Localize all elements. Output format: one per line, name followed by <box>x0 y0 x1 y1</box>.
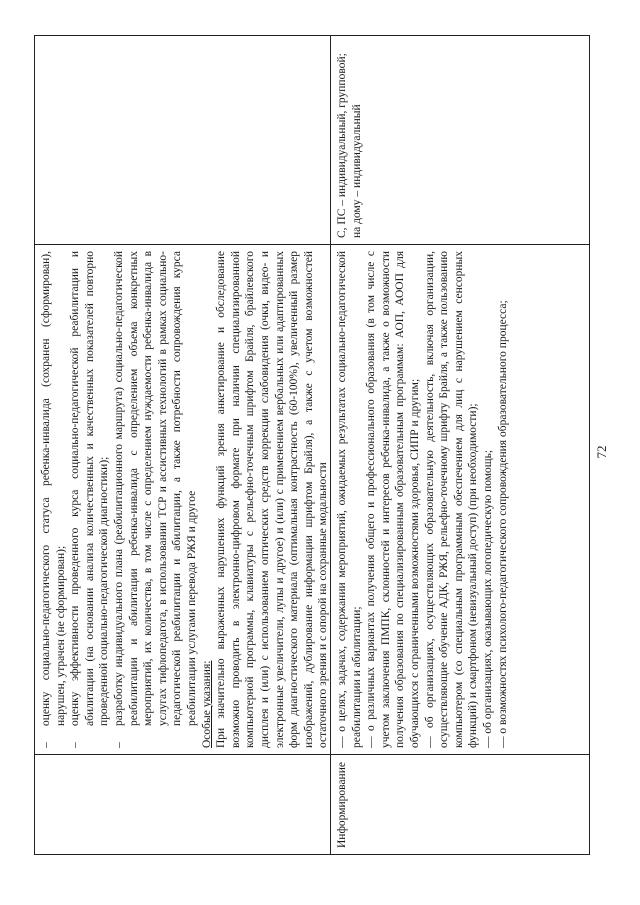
special-instructions-text: При значительно выраженных нарушениях функций зрения анкетирование и обследование возможно проводить в электронно-цифровом формате при наличии специализированной компьютерной программы, клавиатуры с рельефно-точечным шрифтом Брайля, брайлевского дисплея и (или) с использованием оптических средств коррекции слабовидения (очки, видео- и электронные увеличители, лупы и другое) и (или) с применением вербальных или адаптированных форм диагностического материала (оптимальная контрастность (60-100%), увеличенный размер изображений, дублирование информации шрифтом Брайля), а также с учетом возможностей остаточного зрения и с опорой на сохранные модальности <box>215 251 330 748</box>
list-item: — об организациях, осуществляющих образовательную деятельность, включая организации, осуществляющие обучение АДК, РЖЯ, рельефно-точечному шрифту Брайля, а также пользованию компьютером (со специальным программным обеспечением для лиц с нарушением сенсорных функций) и смартфоном (невизуальный доступ) (при необходимости); <box>423 251 480 748</box>
row2-form-cell: С, ПС – индивидуальный, групповой; на дому – индивидуальный <box>336 53 363 238</box>
list-item-text: оценку эффективности проведенного курса социально-педагогической реабилитации и абилитации (на основании анализа количественных и качественных показателей повторно проведенной социально-педагогической диагностики); <box>69 251 111 726</box>
dash-marker: – <box>69 742 82 748</box>
dash-marker: – <box>40 742 52 748</box>
list-item: — о возможностях психолого-педагогического сопровождения образовательного процесса; <box>496 300 509 748</box>
rotated-table-sheet <box>34 35 590 855</box>
list-item: — о различных вариантах получения общего и профессионального образования (в том числе с учетом заключения ПМПК, склонностей и интересов ребенка-инвалида, а также о возможности получения образования по специализированным образовательным программам: АОП, АООП для обучающихся с ограниченными возможностями здоровья, СИПР и другим; <box>365 251 421 748</box>
row1-content-cell <box>35 244 331 754</box>
list-item: — об организациях, оказывающих логопедическую помощь; <box>481 449 494 748</box>
row2-name-cell: Информирование <box>331 754 589 854</box>
list-item: — о целях, задачах, содержании мероприятий, ожидаемых результатах социально-педагогической реабилитации и абилитации; <box>336 251 363 748</box>
list-item <box>39 251 68 748</box>
row2-content-cell <box>331 244 589 754</box>
page-number: 72 <box>594 445 609 459</box>
list-item-text: разработку индивидуального плана (реабилитационного маршрута) социально-педагогической реабилитации и абилитации ребенка-инвалида с определением объема конкретных мероприятий, их количества, в том числе с определением нуждаемости ребенка-инвалида в услугах тифлопедагога, в использовании ТСР и ассистивных технологий в рамках социально-педагогической реабилитации и абилитации, а также потребности сопровождения курса реабилитации услугами перевода РЖЯ и другое <box>112 251 198 726</box>
row1-name-cell <box>35 754 331 854</box>
special-instructions-heading: Особые указания: <box>200 660 213 748</box>
list-item <box>112 251 200 748</box>
list-item <box>68 251 112 748</box>
list-item-text: оценку социально-педагогического статуса ребенка-инвалида (сохранен (сформирован), нарушен, утрачен (не сформирован); <box>40 251 67 726</box>
rehabilitation-table <box>34 35 590 855</box>
row1-form-cell <box>35 36 331 244</box>
dash-marker: – <box>112 742 125 748</box>
